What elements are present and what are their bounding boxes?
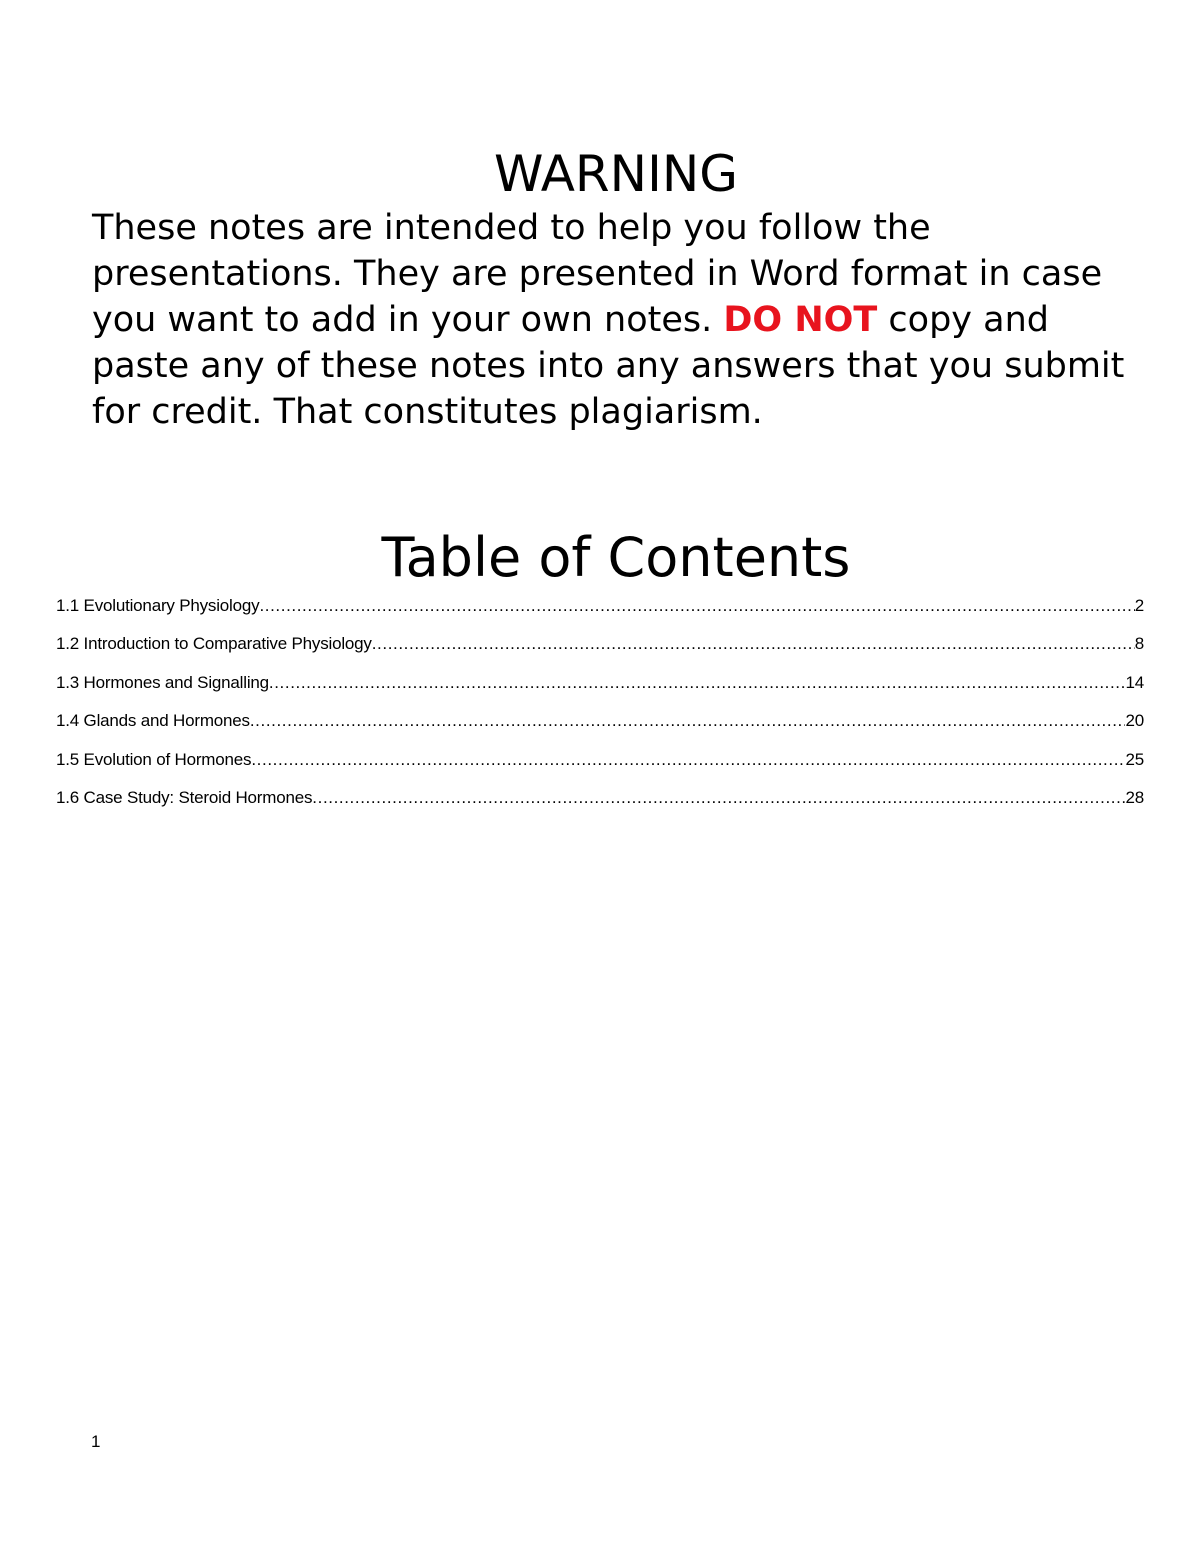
toc-leader-dots [312, 782, 1125, 814]
toc-leader-dots [259, 590, 1134, 622]
toc-leader-dots [251, 744, 1125, 776]
toc-entry-page: 25 [1125, 749, 1144, 769]
toc-list [56, 590, 1144, 820]
toc-entry-label: 1.5 Evolution of Hormones [56, 749, 252, 769]
toc-entry[interactable] [56, 744, 1144, 782]
toc-entry[interactable] [56, 705, 1144, 743]
toc-leader-dots [372, 628, 1135, 660]
toc-entry-label: 1.6 Case Study: Steroid Hormones [56, 787, 313, 807]
toc-entry-label: 1.4 Glands and Hormones [56, 711, 250, 731]
toc-entry-page: 14 [1125, 672, 1144, 692]
warning-text-after: copy and paste any of these notes into any answers that you submit for credit. That constitutes plagiarism. [92, 300, 1125, 432]
toc-entry-label: 1.2 Introduction to Comparative Physiology [56, 634, 372, 654]
warning-paragraph [92, 205, 1152, 435]
toc-entry[interactable] [56, 667, 1144, 705]
toc-entry[interactable] [56, 782, 1144, 820]
toc-entry[interactable] [56, 628, 1144, 666]
page-number: 1 [91, 1432, 101, 1451]
warning-title: WARNING [494, 145, 738, 203]
toc-entry-page: 20 [1125, 711, 1144, 731]
toc-leader-dots [269, 667, 1126, 699]
toc-entry-page: 28 [1125, 787, 1144, 807]
toc-entry-page: 2 [1134, 596, 1144, 615]
toc-leader-dots [250, 705, 1126, 737]
warning-emphasis: DO NOT [723, 300, 878, 340]
toc-entry-label: 1.3 Hormones and Signalling [56, 672, 269, 692]
toc-title: Table of Contents [381, 526, 851, 589]
toc-entry-page: 8 [1134, 634, 1144, 654]
toc-entry-label: 1.1 Evolutionary Physiology [56, 596, 260, 615]
toc-entry[interactable] [56, 590, 1144, 628]
warning-text-before: These notes are intended to help you follow the presentations. They are presented in Word format in case you want to add in your own notes. [92, 208, 1103, 340]
